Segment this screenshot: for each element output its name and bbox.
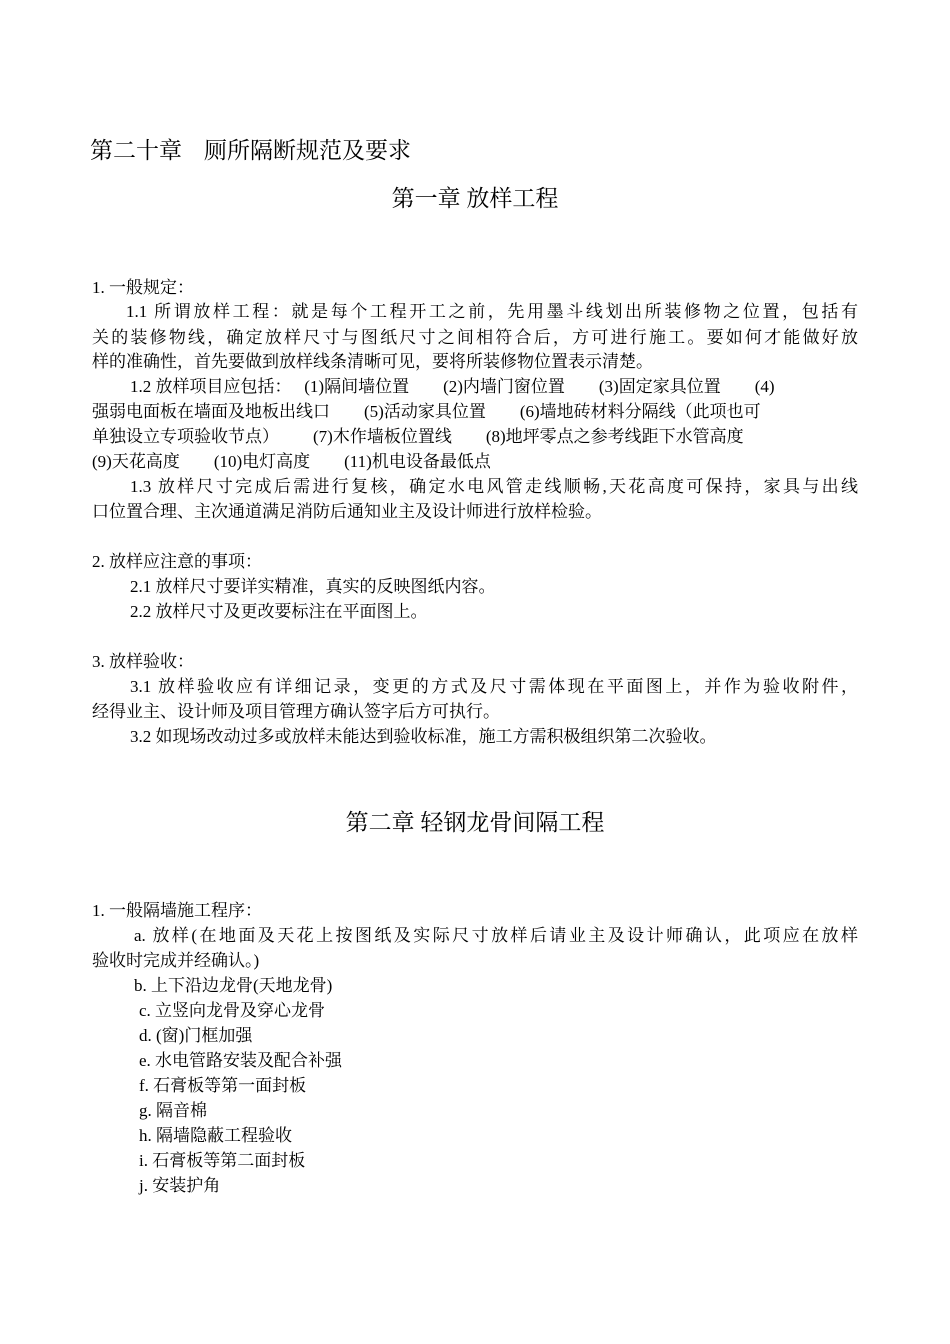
paragraph-line: 强弱电面板在墙面及地板出线口 (5)活动家具位置 (6)墙地砖材料分隔线（此项也可 — [92, 402, 761, 421]
list-item: d. (窗)门框加强 — [139, 1026, 253, 1045]
paragraph-line: 1.2 放样项目应包括： (1)隔间墙位置 (2)内墙门窗位置 (3)固定家具位置 (4) — [130, 377, 775, 396]
paragraph-line: 2.2 放样尺寸及更改要标注在平面图上。 — [130, 602, 428, 621]
list-item: i. 石膏板等第二面封板 — [139, 1151, 306, 1170]
paragraph-line: 关的装修物线，确定放样尺寸与图纸尺寸之间相符合后，方可进行施工。要如何才能做好放 — [92, 328, 858, 347]
list-item: b. 上下沿边龙骨(天地龙骨) — [134, 976, 333, 995]
list-item: a. 放样(在地面及天花上按图纸及实际尺寸放样后请业主及设计师确认，此项应在放样 — [134, 926, 858, 945]
section-heading: 3. 放样验收： — [92, 652, 194, 671]
paragraph-line: 经得业主、设计师及项目管理方确认签字后方可执行。 — [92, 702, 500, 721]
paragraph-line: 1.3 放样尺寸完成后需进行复核，确定水电风管走线顺畅,天花高度可保持，家具与出线 — [130, 477, 858, 496]
paragraph-line: 1.1 所谓放样工程：就是每个工程开工之前，先用墨斗线划出所装修物之位置，包括有 — [126, 302, 858, 321]
paragraph-line: 3.2 如现场改动过多或放样未能达到验收标准，施工方需积极组织第二次验收。 — [130, 727, 717, 746]
paragraph-line: (9)天花高度 (10)电灯高度 (11)机电设备最低点 — [92, 452, 491, 471]
list-item: g. 隔音棉 — [139, 1101, 207, 1120]
list-item: 验收时完成并经确认。) — [92, 951, 260, 970]
section-heading: 1. 一般规定： — [92, 278, 194, 297]
paragraph-line: 样的准确性，首先要做到放样线条清晰可见，要将所装修物位置表示清楚。 — [92, 352, 653, 371]
paragraph-line: 3.1 放样验收应有详细记录，变更的方式及尺寸需体现在平面图上，并作为验收附件， — [130, 677, 858, 696]
list-item: f. 石膏板等第一面封板 — [139, 1076, 307, 1095]
section-heading: 2. 放样应注意的事项： — [92, 552, 262, 571]
document-title-text: 厕所隔断规范及要求 — [204, 138, 411, 163]
list-item: h. 隔墙隐蔽工程验收 — [139, 1126, 292, 1145]
chapter-1-title: 第一章 放样工程 — [391, 186, 559, 211]
chapter-2-title: 第二章 轻钢龙骨间隔工程 — [345, 810, 605, 835]
document-title-chapter: 第二十章 — [90, 138, 182, 163]
paragraph-line: 单独设立专项验收节点） (7)木作墙板位置线 (8)地坪零点之参考线距下水管高度 — [92, 427, 744, 446]
paragraph-line: 2.1 放样尺寸要详实精准，真实的反映图纸内容。 — [130, 577, 496, 596]
list-item: j. 安装护角 — [139, 1176, 221, 1195]
document-title — [90, 136, 411, 166]
paragraph-line: 口位置合理、主次通道满足消防后通知业主及设计师进行放样检验。 — [92, 502, 602, 521]
section-heading: 1. 一般隔墙施工程序： — [92, 901, 262, 920]
list-item: e. 水电管路安装及配合补强 — [139, 1051, 343, 1070]
list-item: c. 立竖向龙骨及穿心龙骨 — [139, 1001, 326, 1020]
